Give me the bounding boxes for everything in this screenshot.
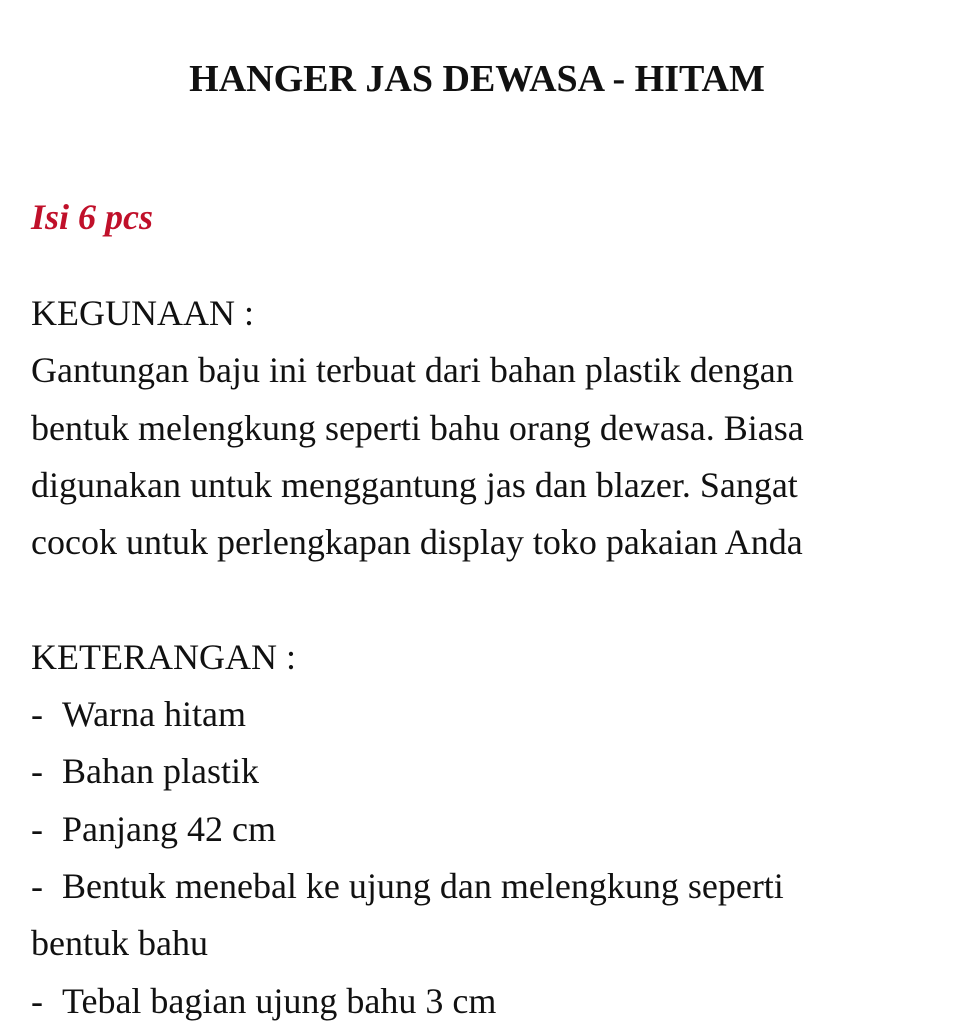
- detail-item: [31, 801, 911, 858]
- bullet-dash: -: [31, 865, 43, 906]
- bullet-dash: -: [31, 751, 43, 792]
- usage-line-4: cocok untuk perlengkapan display toko pakaian Anda: [31, 522, 803, 563]
- detail-item: [31, 686, 911, 743]
- blank-line: [31, 571, 911, 628]
- detail-item-text: Panjang 42 cm: [62, 808, 276, 849]
- bullet-dash: -: [31, 980, 43, 1021]
- detail-item: [31, 858, 911, 915]
- description-body: [31, 285, 911, 1030]
- detail-item: [31, 973, 911, 1030]
- detail-item-text: Warna hitam: [62, 694, 247, 735]
- usage-line-3: digunakan untuk menggantung jas dan blazer. Sangat: [31, 464, 798, 505]
- bullet-dash: -: [31, 808, 43, 849]
- usage-heading: KEGUNAAN :: [31, 293, 254, 333]
- product-title: HANGER JAS DEWASA - HITAM: [189, 58, 765, 100]
- detail-item-continuation: bentuk bahu: [31, 923, 208, 964]
- detail-item-text: Bentuk menebal ke ujung dan melengkung seperti: [62, 865, 784, 906]
- usage-line-2: bentuk melengkung seperti bahu orang dewasa. Biasa: [31, 407, 804, 448]
- detail-item: [31, 743, 911, 800]
- bullet-dash: -: [31, 694, 43, 735]
- usage-line-1: Gantungan baju ini terbuat dari bahan plastik dengan: [31, 350, 794, 391]
- detail-item-text: Tebal bagian ujung bahu 3 cm: [62, 980, 497, 1021]
- details-heading: KETERANGAN :: [31, 636, 296, 677]
- detail-item-text: Bahan plastik: [62, 751, 259, 792]
- package-quantity: Isi 6 pcs: [31, 197, 154, 237]
